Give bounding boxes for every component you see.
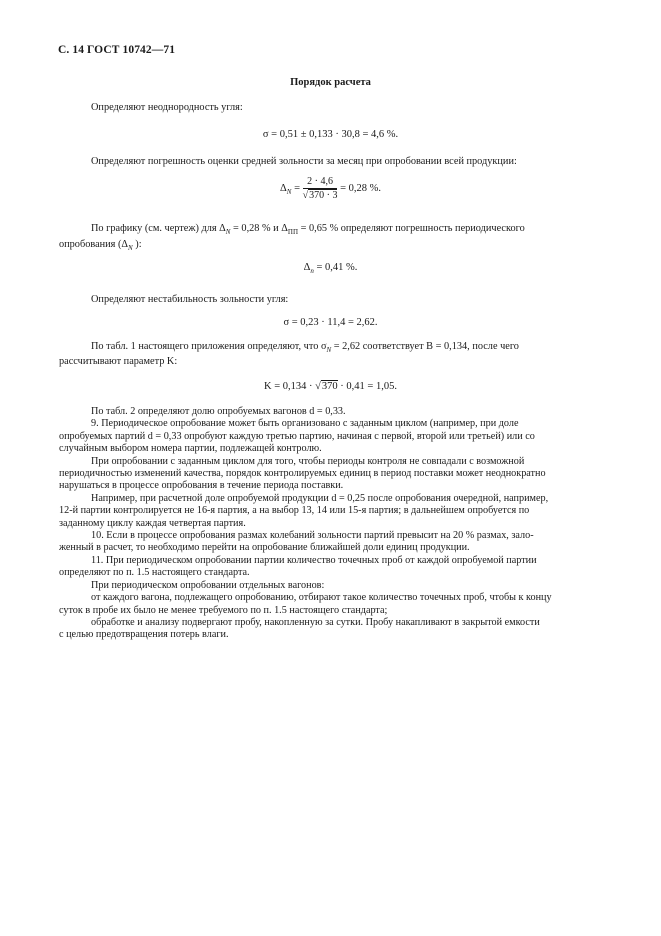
text-line: определяют по п. 1.5 настоящего стандарта. [59,567,250,579]
text-line: периодичностью изменений качества, порядок контролируемых единиц в период поставки может неоднократно [59,468,546,480]
fraction-numerator: 2 · 4,6 [303,176,338,189]
text-line: с целью предотвращения потерь влаги. [59,629,229,641]
text-line: суток в пробе их было не менее требуемого по п. 1.5 настоящего стандарта; [59,604,388,616]
formula-sigma-2: σ = 0,23 · 11,4 = 2,62. [283,317,378,328]
text-line: Например, при расчетной доле опробуемой продукции d = 0,25 после опробования очередной, например, [91,492,549,504]
text-line: от каждого вагона, подлежащего опробованию, отбирают такое количество точечных проб, чтобы к концу [91,592,552,604]
formula-delta-n-lhs: $\Delta_N$ = [280,182,300,196]
formula-sigma-1: σ = 0,51 ± 0,133 · 30,8 = 4,6 %. [262,129,399,140]
text-line: заданному циклу каждая четвертая партия. [59,517,246,529]
formula-delta-n-periodic: $\Delta_n = 0,41$ %. [303,262,358,276]
formula-k: K = 0,134 · √370 · 0,41 = 1,05. [264,381,397,392]
paragraph-table-1-cont: рассчитывают параметр K: [59,356,178,367]
formula-delta-n [0,176,661,201]
text-line: При опробовании с заданным циклом для того, чтобы периоды контроля не совпадали с возможной [91,455,525,467]
text-line: случайным выбором номера партии, подлежащей контролю. [59,443,322,455]
body-text [59,406,599,642]
paragraph-instability: Определяют нестабильность зольности угля: [91,294,289,305]
text-line: обработке и анализу подвергают пробу, накопленную за сутки. Пробу накапливают в закрытой емкости [91,616,540,628]
section-title: Порядок расчета [290,77,371,88]
text-line: 9. Периодическое опробование может быть организовано с заданным циклом (например, при доле [91,418,519,430]
text-line: 11. При периодическом опробовании партии количество точечных проб от каждой опробуемой партии [91,554,537,566]
fraction [303,176,338,201]
text-line: 12-й партии контролируется не 16-я партия, а на выбор 13, 14 или 15-я партия; в дальнейшем опробуется по [59,505,530,517]
paragraph-graph-cont: опробования ($\Delta_N$ ): [59,239,142,253]
fraction-denominator: √370 · 3 [302,190,338,201]
text-line: 10. Если в процессе опробования размах колебаний зольности партий превысит на 20 % размах, зало- [91,530,534,542]
paragraph-inhomogeneity: Определяют неоднородность угля: [91,102,243,113]
text-line: нарушаться в процессе опробования в течение периода поставки. [59,480,344,492]
page-header: С. 14 ГОСТ 10742—71 [58,44,176,56]
text-line: По табл. 2 определяют долю опробуемых вагонов d = 0,33. [91,406,346,417]
formula-delta-n-rhs: = 0,28 %. [340,182,381,194]
paragraph-table-1: По табл. 1 настоящего приложения определяют, что $\sigma_N = 2,62$ соответствует B = 0,134, после чего [91,341,519,355]
paragraph-error-estimate: Определяют погрешность оценки средней зольности за месяц при опробовании всей продукции: [91,156,517,167]
text-line: При периодическом опробовании отдельных вагонов: [91,579,325,591]
text-line: опробуемых партий d = 0,33 опробуют каждую третью партию, начиная с первой, второй или третьей) или со [59,430,535,442]
paragraph-graph: По графику (см. чертеж) для $\Delta_N = 0,28$ % и $\Delta_{ПП} = 0,65$ % определяют погрешность периодического [91,223,525,237]
text-line: женный в расчет, то необходимо перейти на опробование ближайшей доли единиц продукции. [59,542,470,554]
